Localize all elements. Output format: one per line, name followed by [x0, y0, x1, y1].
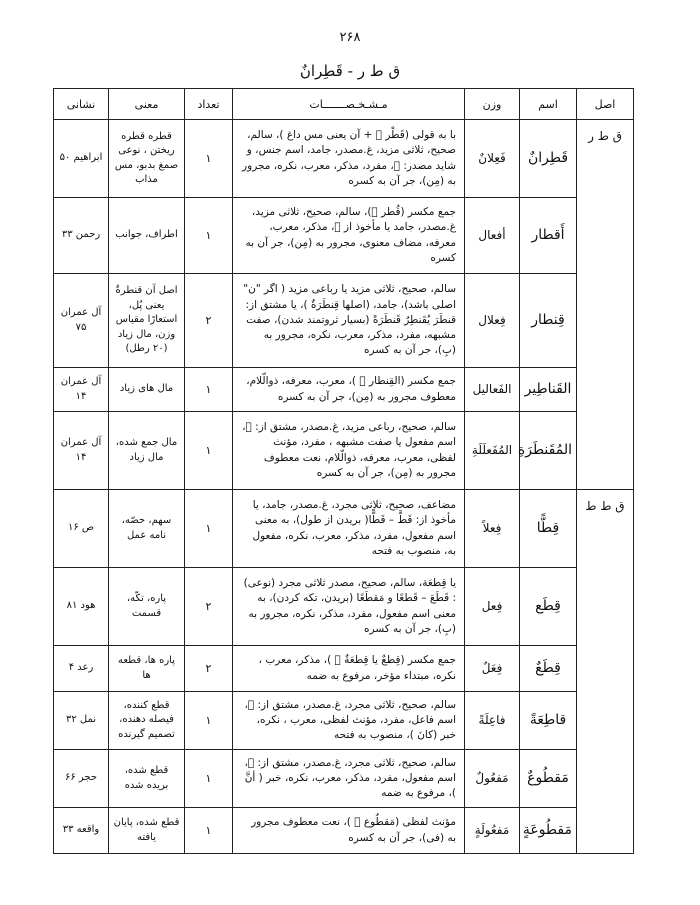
desc-cell: یا قِطعَة، سالم، صحیح، مصدر ثلاثی مجرد (نوعی) : قَطَعَ – قَطعًا و مَقطَعًا (بریدن، تکه کردن)، به معنی اسم مفعول، مفرد، مذکر، نکره، مجرور به (بِ)، جر آن به کسره: [233, 568, 465, 646]
count-cell: ۲: [185, 568, 233, 646]
noun-cell: قِنطار: [520, 274, 577, 368]
meaning-cell: اصل آن قنطرةٌ یعنی پُل، استعارًا مقیاس وزن، مال زیاد (۲۰ رطل): [109, 274, 185, 368]
wazn-cell: مَفعُولٌ: [465, 750, 520, 808]
meaning-cell: سهم، حصّه، نامه عمل: [109, 490, 185, 568]
root-cell: ق ط ط: [577, 490, 634, 854]
count-cell: ۲: [185, 646, 233, 692]
page-number: ۲۶۸: [339, 30, 361, 45]
wazn-cell: فِعَلٌ: [465, 646, 520, 692]
wazn-cell: الفَعالیل: [465, 368, 520, 412]
count-cell: ۱: [185, 490, 233, 568]
noun-cell: قاطِعَةً: [520, 692, 577, 750]
ref-cell: آل عمران ۱۴: [54, 368, 109, 412]
count-cell: ۱: [185, 368, 233, 412]
page-title: ق ط ر - قَطِرانٌ: [299, 62, 401, 80]
wazn-cell: فاعِلَةً: [465, 692, 520, 750]
meaning-cell: پاره ها، قطعه ها: [109, 646, 185, 692]
table-row: [54, 120, 634, 198]
desc-cell: سالم، صحیح، رباعی مزید، غ.مصدر، مشتق از: ⃞، اسم مفعول یا صفت مشبهه ، مفرد، مؤنث لفظی، معرب، معرفه، ذوالّلام، نعت معطوف مجرور به (مِن)، جر آن به کسره: [233, 412, 465, 490]
ref-cell: ص ۱۶: [54, 490, 109, 568]
count-cell: ۱: [185, 808, 233, 854]
header-wazn: وزن: [465, 89, 520, 120]
meaning-cell: قطع شده، بریده شده: [109, 750, 185, 808]
meaning-cell: مال جمع شده، مال زیاد: [109, 412, 185, 490]
desc-cell: مؤنث لفظی (مَقطُوع ⃞ )، نعت معطوف مجرور به (فی)، جر آن به کسره: [233, 808, 465, 854]
wazn-cell: المُفَعلَلَةِ: [465, 412, 520, 490]
count-cell: ۱: [185, 120, 233, 198]
header-root: اصل: [577, 89, 634, 120]
noun-cell: قِطًّا: [520, 490, 577, 568]
wazn-cell: فِعلاً: [465, 490, 520, 568]
count-cell: ۲: [185, 274, 233, 368]
noun-cell: المُقَنطَرَةِ: [520, 412, 577, 490]
meaning-cell: قطره قطره ریختن ، نوعی صمغ بدبو، مس مذاب: [109, 120, 185, 198]
root-cell: ق ط ر: [577, 120, 634, 490]
ref-cell: رحمن ۳۳: [54, 198, 109, 274]
count-cell: ۱: [185, 412, 233, 490]
header-meaning: معنی: [109, 89, 185, 120]
ref-cell: هود ۸۱: [54, 568, 109, 646]
desc-cell: جمع مکسر (قُطر ⃞)، سالم، صحیح، ثلاثی مزید، غ.مصدر، جامد یا مأخوذ از ⃞، مذکر، معرب، معرفه، مضاف معنوی، مجرور به (مِن)، جر آن به کسره: [233, 198, 465, 274]
header-desc: مـشـخـصـــــــات: [233, 89, 465, 120]
desc-cell: سالم، صحیح، ثلاثی مزید یا رباعی مزید ( اگر "ن" اصلی باشد)، جامد، (اصلها قِنطَرَةٌ )، یا مشتق از: قنطَرَ یُقَنطِرُ قَنطَرَةً (بسیار ثروتمند شدن)، صفت مشبهه، مفرد، مذکر، معرب، نکره، مجرور به (بِ)، جر آن به کسره: [233, 274, 465, 368]
table-row: [54, 568, 634, 646]
table-row: [54, 274, 634, 368]
desc-cell: جمع مکسر (القِنطار ⃞ )، معرب، معرفه، ذوالّلام، معطوف مجرور به (مِن)، جر آن به کسره: [233, 368, 465, 412]
ref-cell: واقعه ۳۳: [54, 808, 109, 854]
meaning-cell: اطراف، جوانب: [109, 198, 185, 274]
desc-cell: سالم، صحیح، ثلاثی مجرد، غ.مصدر، مشتق از: ⃞، اسم فاعل، مفرد، مؤنث لفظی، معرب ، نکره، خبر (کانَ )، منصوب به فتحه: [233, 692, 465, 750]
table-row: [54, 412, 634, 490]
noun-cell: مَقطُوعَةٍ: [520, 808, 577, 854]
header-row: [54, 89, 634, 120]
table-row: [54, 490, 634, 568]
table-row: [54, 750, 634, 808]
meaning-cell: قطع کننده، فیصله دهنده، تصمیم گیرنده: [109, 692, 185, 750]
noun-cell: القَناطِیر: [520, 368, 577, 412]
count-cell: ۱: [185, 692, 233, 750]
noun-cell: أَقطار: [520, 198, 577, 274]
ref-cell: نمل ۳۲: [54, 692, 109, 750]
ref-cell: آل عمران ۱۴: [54, 412, 109, 490]
noun-cell: قِطَع: [520, 568, 577, 646]
desc-cell: جمع مکسر (قِطعٌ یا قِطعَةٌ ⃞ )، مذکر، معرب ، نکره، مبتداء مؤخر، مرفوع به ضمه: [233, 646, 465, 692]
meaning-cell: قطع شده، پایان یافته: [109, 808, 185, 854]
meaning-cell: مال های زیاد: [109, 368, 185, 412]
wazn-cell: فِعلال: [465, 274, 520, 368]
header-noun: اسم: [520, 89, 577, 120]
table-row: [54, 198, 634, 274]
ref-cell: حجر ۶۶: [54, 750, 109, 808]
count-cell: ۱: [185, 198, 233, 274]
table-row: [54, 692, 634, 750]
ref-cell: رعد ۴: [54, 646, 109, 692]
noun-cell: مَقطُوعٌ: [520, 750, 577, 808]
count-cell: ۱: [185, 750, 233, 808]
wazn-cell: أفعال: [465, 198, 520, 274]
noun-cell: قِطَعٌ: [520, 646, 577, 692]
ref-cell: ابراهیم ۵۰: [54, 120, 109, 198]
wazn-cell: مَفعُولَةٍ: [465, 808, 520, 854]
desc-cell: با به قولی (قَطْر ⃞ + آن یعنی مس داغ )، سالم، صحیح، ثلاثی مزید، غ.مصدر، جامد، اسم جنس، و شاید مصدر: ⃞، مفرد، مذکر، معرب، نکره، مجرور به (مِن)، جر آن به کسره: [233, 120, 465, 198]
word-table: [53, 88, 634, 854]
header-ref: نشانی: [54, 89, 109, 120]
meaning-cell: پاره، تکّه، قسمت: [109, 568, 185, 646]
table-row: [54, 368, 634, 412]
desc-cell: مضاعف، صحیح، ثلاثی مجرد، غ.مصدر، جامد، یا مأخوذ از: قَطَّ – قَطًّا( بریدن از طول)، به معنی اسم مفعول، مفرد، مذکر، معرب، نکره، مفعول به، منصوب به فتحه: [233, 490, 465, 568]
noun-cell: قَطِرانٌ: [520, 120, 577, 198]
desc-cell: سالم، صحیح، ثلاثی مجرد، غ.مصدر، مشتق از: ⃞، اسم مفعول، مفرد، مذکر، معرب، نکره، خبر ( أنَّ )، مرفوع به ضمه: [233, 750, 465, 808]
table-row: [54, 808, 634, 854]
table-row: [54, 646, 634, 692]
ref-cell: آل عمران ۷۵: [54, 274, 109, 368]
wazn-cell: فِعل: [465, 568, 520, 646]
header-count: تعداد: [185, 89, 233, 120]
wazn-cell: فَعِلانٌ: [465, 120, 520, 198]
